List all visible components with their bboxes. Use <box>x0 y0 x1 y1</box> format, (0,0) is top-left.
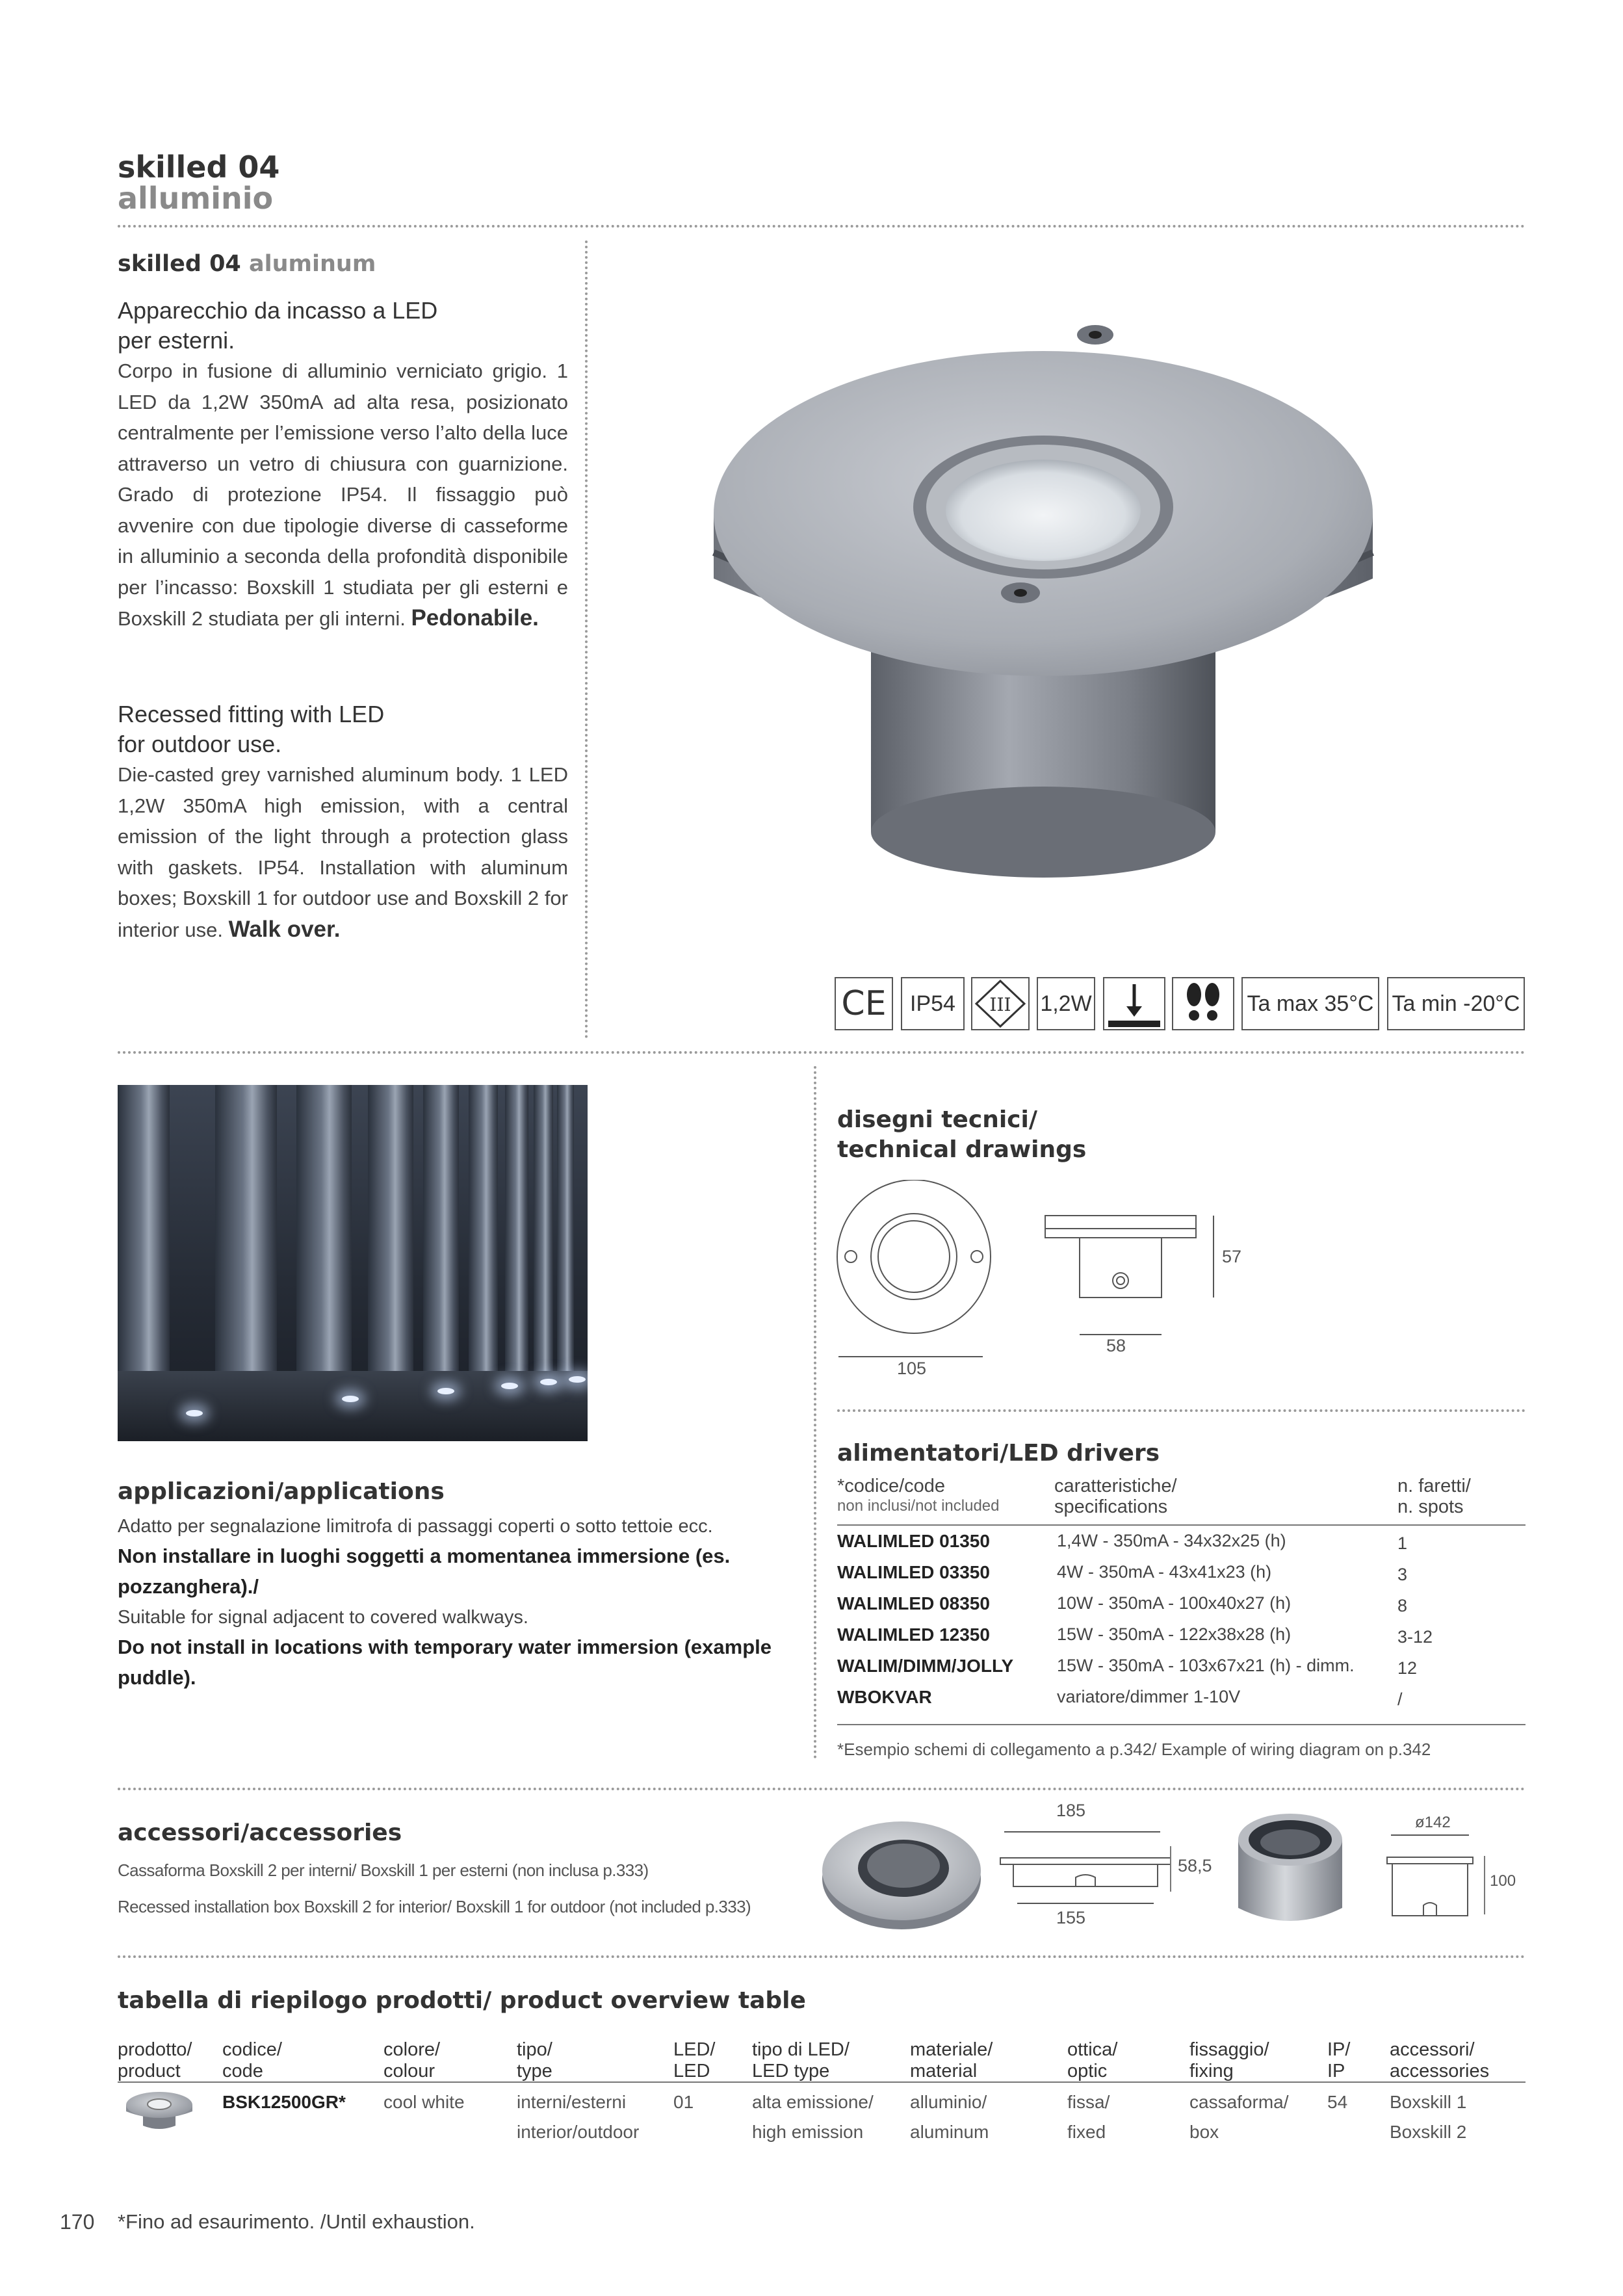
intro-english <box>118 699 568 945</box>
dim-box2-height-line <box>1170 1846 1171 1892</box>
accessories-title: accessori/accessories <box>118 1820 402 1846</box>
dim-box2-height: 58,5 <box>1178 1856 1212 1875</box>
overview-header <box>383 2039 440 2082</box>
overview-header-line1: fissaggio/ <box>1189 2039 1269 2060</box>
overview-type-a: interni/esterni <box>517 2092 627 2112</box>
overview-header-line1: IP/ <box>1327 2039 1351 2060</box>
driver-code: WALIM/DIMM/JOLLY <box>837 1656 1014 1676</box>
intro-subtitle-grey: aluminum <box>248 251 376 277</box>
column-divider-2 <box>814 1066 816 1759</box>
overview-header-line1: codice/ <box>222 2039 282 2060</box>
boxskill-2-photo <box>820 1807 983 1931</box>
ce-icon: CE <box>835 977 893 1030</box>
drivers-bottom-rule <box>837 1724 1526 1725</box>
dim-box2-inner: 155 <box>1056 1908 1086 1927</box>
dim-box1-diameter: ø142 <box>1415 1814 1451 1831</box>
overview-ledtype-b: high emission <box>752 2122 864 2142</box>
overview-header-line1: tipo di LED/ <box>752 2039 850 2060</box>
applications-text <box>118 1511 813 1693</box>
drivers-col-code-header: *codice/code non inclusi/not included <box>837 1476 1000 1515</box>
overview-header <box>1067 2039 1117 2082</box>
driver-code: WALIMLED 03350 <box>837 1562 990 1582</box>
en-body <box>118 759 568 945</box>
en-body-text: Die-casted grey varnished aluminum body. 1 LED 1,2W 350mA high emission, with a central emission of the light through a protection glass with gaskets. IP54. Installation with aluminum boxes; Boxskill 1 for outdoor use and Boxskill 2 for interior use. <box>118 763 568 941</box>
driver-spec: 1,4W - 350mA - 34x32x25 (h) <box>1057 1531 1286 1550</box>
class-iii-icon <box>971 977 1030 1030</box>
section-divider-2 <box>118 1788 1526 1790</box>
overview-colour: cool white <box>383 2092 465 2112</box>
ta-min-badge: Ta min -20°C <box>1387 977 1525 1030</box>
overview-fixing-b: box <box>1189 2122 1219 2142</box>
driver-spots: 3 <box>1397 1565 1408 1584</box>
overview-header-line2: code <box>222 2061 263 2081</box>
installation-photo <box>118 1085 588 1441</box>
ip-rating-badge: IP54 <box>901 977 965 1030</box>
page-title: skilled 04 <box>118 150 280 185</box>
overview-header <box>752 2039 850 2082</box>
walk-over-footprints-icon <box>1172 977 1234 1030</box>
overview-header <box>1390 2039 1489 2082</box>
page-number: 170 <box>60 2210 95 2234</box>
applications-title: applicazioni/applications <box>118 1478 445 1505</box>
dim-box2-width: 185 <box>1056 1801 1086 1820</box>
overview-optic-b: fixed <box>1067 2122 1106 2142</box>
driver-spec: variatore/dimmer 1-10V <box>1057 1687 1241 1706</box>
page-subtitle: alluminio <box>118 181 274 216</box>
accessories-line2: Recessed installation box Boxskill 2 for interior/ Boxskill 1 for outdoor (not included p.333) <box>118 1897 751 1916</box>
overview-ip: 54 <box>1327 2092 1348 2112</box>
overview-header <box>673 2039 715 2082</box>
overview-acc-a: Boxskill 1 <box>1390 2092 1467 2112</box>
overview-header-line2: IP <box>1327 2061 1345 2081</box>
dim-height: 57 <box>1222 1247 1242 1266</box>
overview-header-line2: type <box>517 2061 552 2081</box>
overview-header-line2: fixing <box>1189 2061 1234 2081</box>
overview-fixing-a: cassaforma/ <box>1189 2092 1289 2112</box>
overview-header-line1: materiale/ <box>910 2039 993 2060</box>
boxskill-2-drawing <box>998 1820 1173 1911</box>
column-divider <box>585 241 588 1039</box>
overview-optic-a: fissa/ <box>1067 2092 1110 2112</box>
drawings-title-line1: disegni tecnici/ <box>837 1106 1037 1133</box>
overview-material-b: aluminum <box>910 2122 989 2142</box>
en-lead-line1: Recessed fitting with LED <box>118 701 385 727</box>
driver-spec: 15W - 350mA - 122x38x28 (h) <box>1057 1624 1292 1644</box>
drivers-col-spots-header: n. faretti/ n. spots <box>1397 1476 1471 1517</box>
drivers-header-rule <box>837 1524 1526 1526</box>
section-divider-3 <box>118 1955 1526 1958</box>
driver-spec: 10W - 350mA - 100x40x27 (h) <box>1057 1593 1292 1613</box>
overview-code: BSK12500GR* <box>222 2092 346 2112</box>
overview-header <box>222 2039 282 2082</box>
applications-line4: Do not install in locations with temporary water immersion (example puddle). <box>118 1636 772 1689</box>
overview-header-line1: prodotto/ <box>118 2039 192 2060</box>
en-lead-line2: for outdoor use. <box>118 731 282 757</box>
intro-subtitle <box>118 251 376 277</box>
dim-box1-height-line <box>1484 1856 1485 1914</box>
drivers-col-spec-header: caratteristiche/ specifications <box>1054 1476 1177 1517</box>
accessories-line1: Cassaforma Boxskill 2 per interni/ Boxskill 1 per esterni (non inclusa p.333) <box>118 1860 649 1880</box>
overview-header-line1: accessori/ <box>1390 2039 1475 2060</box>
class-iii-diamond-icon <box>974 979 1026 1028</box>
driver-spec: 15W - 350mA - 103x67x21 (h) - dimm. <box>1057 1656 1355 1675</box>
footer-note: *Fino ad esaurimento. /Until exhaustion. <box>118 2210 475 2233</box>
overview-header-line2: material <box>910 2061 978 2081</box>
overview-led: 01 <box>673 2092 694 2112</box>
drivers-title: alimentatori/LED drivers <box>837 1440 1160 1467</box>
applications-line3: Suitable for signal adjacent to covered walkways. <box>118 1607 528 1628</box>
applications-line2: Non installare in luoghi soggetti a momentanea immersione (es. pozzanghera)./ <box>118 1545 731 1598</box>
overview-header-line2: optic <box>1067 2061 1108 2081</box>
overview-header-line2: LED <box>673 2061 710 2081</box>
power-badge: 1,2W <box>1037 977 1095 1030</box>
driver-code: WALIMLED 08350 <box>837 1593 990 1613</box>
intro-subtitle-bold: skilled 04 <box>118 251 241 277</box>
dim-box1-height: 100 <box>1490 1872 1516 1890</box>
overview-header-line2: colour <box>383 2061 435 2081</box>
overview-header-line1: ottica/ <box>1067 2039 1118 2060</box>
overview-type-b: interior/outdoor <box>517 2122 640 2142</box>
driver-spots: 12 <box>1397 1658 1418 1678</box>
driver-spec: 4W - 350mA - 43x41x23 (h) <box>1057 1562 1272 1582</box>
overview-header-line1: LED/ <box>673 2039 716 2060</box>
drawings-title <box>837 1105 1086 1165</box>
header-divider <box>118 225 1526 228</box>
dim-width: 58 <box>1106 1336 1126 1355</box>
overview-header <box>910 2039 993 2082</box>
overview-header-line2: product <box>118 2061 181 2081</box>
overview-header <box>1327 2039 1350 2082</box>
driver-code: WBOKVAR <box>837 1687 932 1707</box>
product-photo <box>702 299 1417 923</box>
it-body <box>118 356 568 634</box>
overview-header-rule <box>118 2081 1526 2083</box>
overview-header-line1: tipo/ <box>517 2039 552 2060</box>
overview-header-line1: colore/ <box>383 2039 441 2060</box>
overview-acc-b: Boxskill 2 <box>1390 2122 1467 2142</box>
driver-code: WALIMLED 01350 <box>837 1531 990 1551</box>
driver-spots: 8 <box>1397 1596 1408 1615</box>
overview-header <box>1189 2039 1269 2082</box>
overview-ledtype-a: alta emissione/ <box>752 2092 874 2112</box>
driver-code: WALIMLED 12350 <box>837 1624 990 1645</box>
overview-material-a: alluminio/ <box>910 2092 987 2112</box>
it-body-bold: Pedonabile. <box>411 605 539 631</box>
recessed-arrow-icon <box>1103 977 1165 1030</box>
boxskill-1-drawing <box>1384 1830 1475 1921</box>
drawings-title-line2: technical drawings <box>837 1136 1087 1163</box>
driver-spots: / <box>1397 1689 1403 1709</box>
driver-spots: 1 <box>1397 1533 1408 1553</box>
boxskill-1-photo <box>1232 1801 1349 1931</box>
drivers-note: *Esempio schemi di collegamento a p.342/ Example of wiring diagram on p.342 <box>837 1740 1431 1759</box>
applications-line1: Adatto per segnalazione limitrofa di passaggi coperti o sotto tettoie ecc. <box>118 1516 713 1537</box>
ta-max-badge: Ta max 35°C <box>1241 977 1379 1030</box>
drawings-divider <box>837 1409 1526 1412</box>
it-lead-line1: Apparecchio da incasso a LED <box>118 297 438 324</box>
svg-text:III: III <box>989 994 1011 1015</box>
section-divider-1 <box>118 1051 1526 1054</box>
product-thumbnail <box>123 2088 195 2133</box>
overview-title: tabella di riepilogo prodotti/ product overview table <box>118 1987 806 2014</box>
driver-spots: 3-12 <box>1397 1627 1433 1647</box>
overview-header <box>517 2039 552 2082</box>
it-lead-line2: per esterni. <box>118 327 235 354</box>
dim-diameter: 105 <box>897 1359 927 1378</box>
intro-italian <box>118 296 568 634</box>
overview-header-line2: LED type <box>752 2061 830 2081</box>
overview-header-line2: accessories <box>1390 2061 1490 2081</box>
overview-header <box>118 2039 192 2082</box>
en-body-bold: Walk over. <box>228 916 341 942</box>
it-body-text: Corpo in fusione di alluminio verniciato grigio. 1 LED da 1,2W 350mA ad alta resa, posizionato centralmente per l’emissione verso l’alto della luce attraverso un vetro di chiusura con guarnizione. Grado di protezione IP54. Il fissaggio può avvenire con due tipologie diverse di casseforme in alluminio a seconda della profondità disponibile per l’incasso: Boxskill 1 studiata per gli esterni e Boxskill 2 studiata per gli interni. <box>118 359 568 630</box>
